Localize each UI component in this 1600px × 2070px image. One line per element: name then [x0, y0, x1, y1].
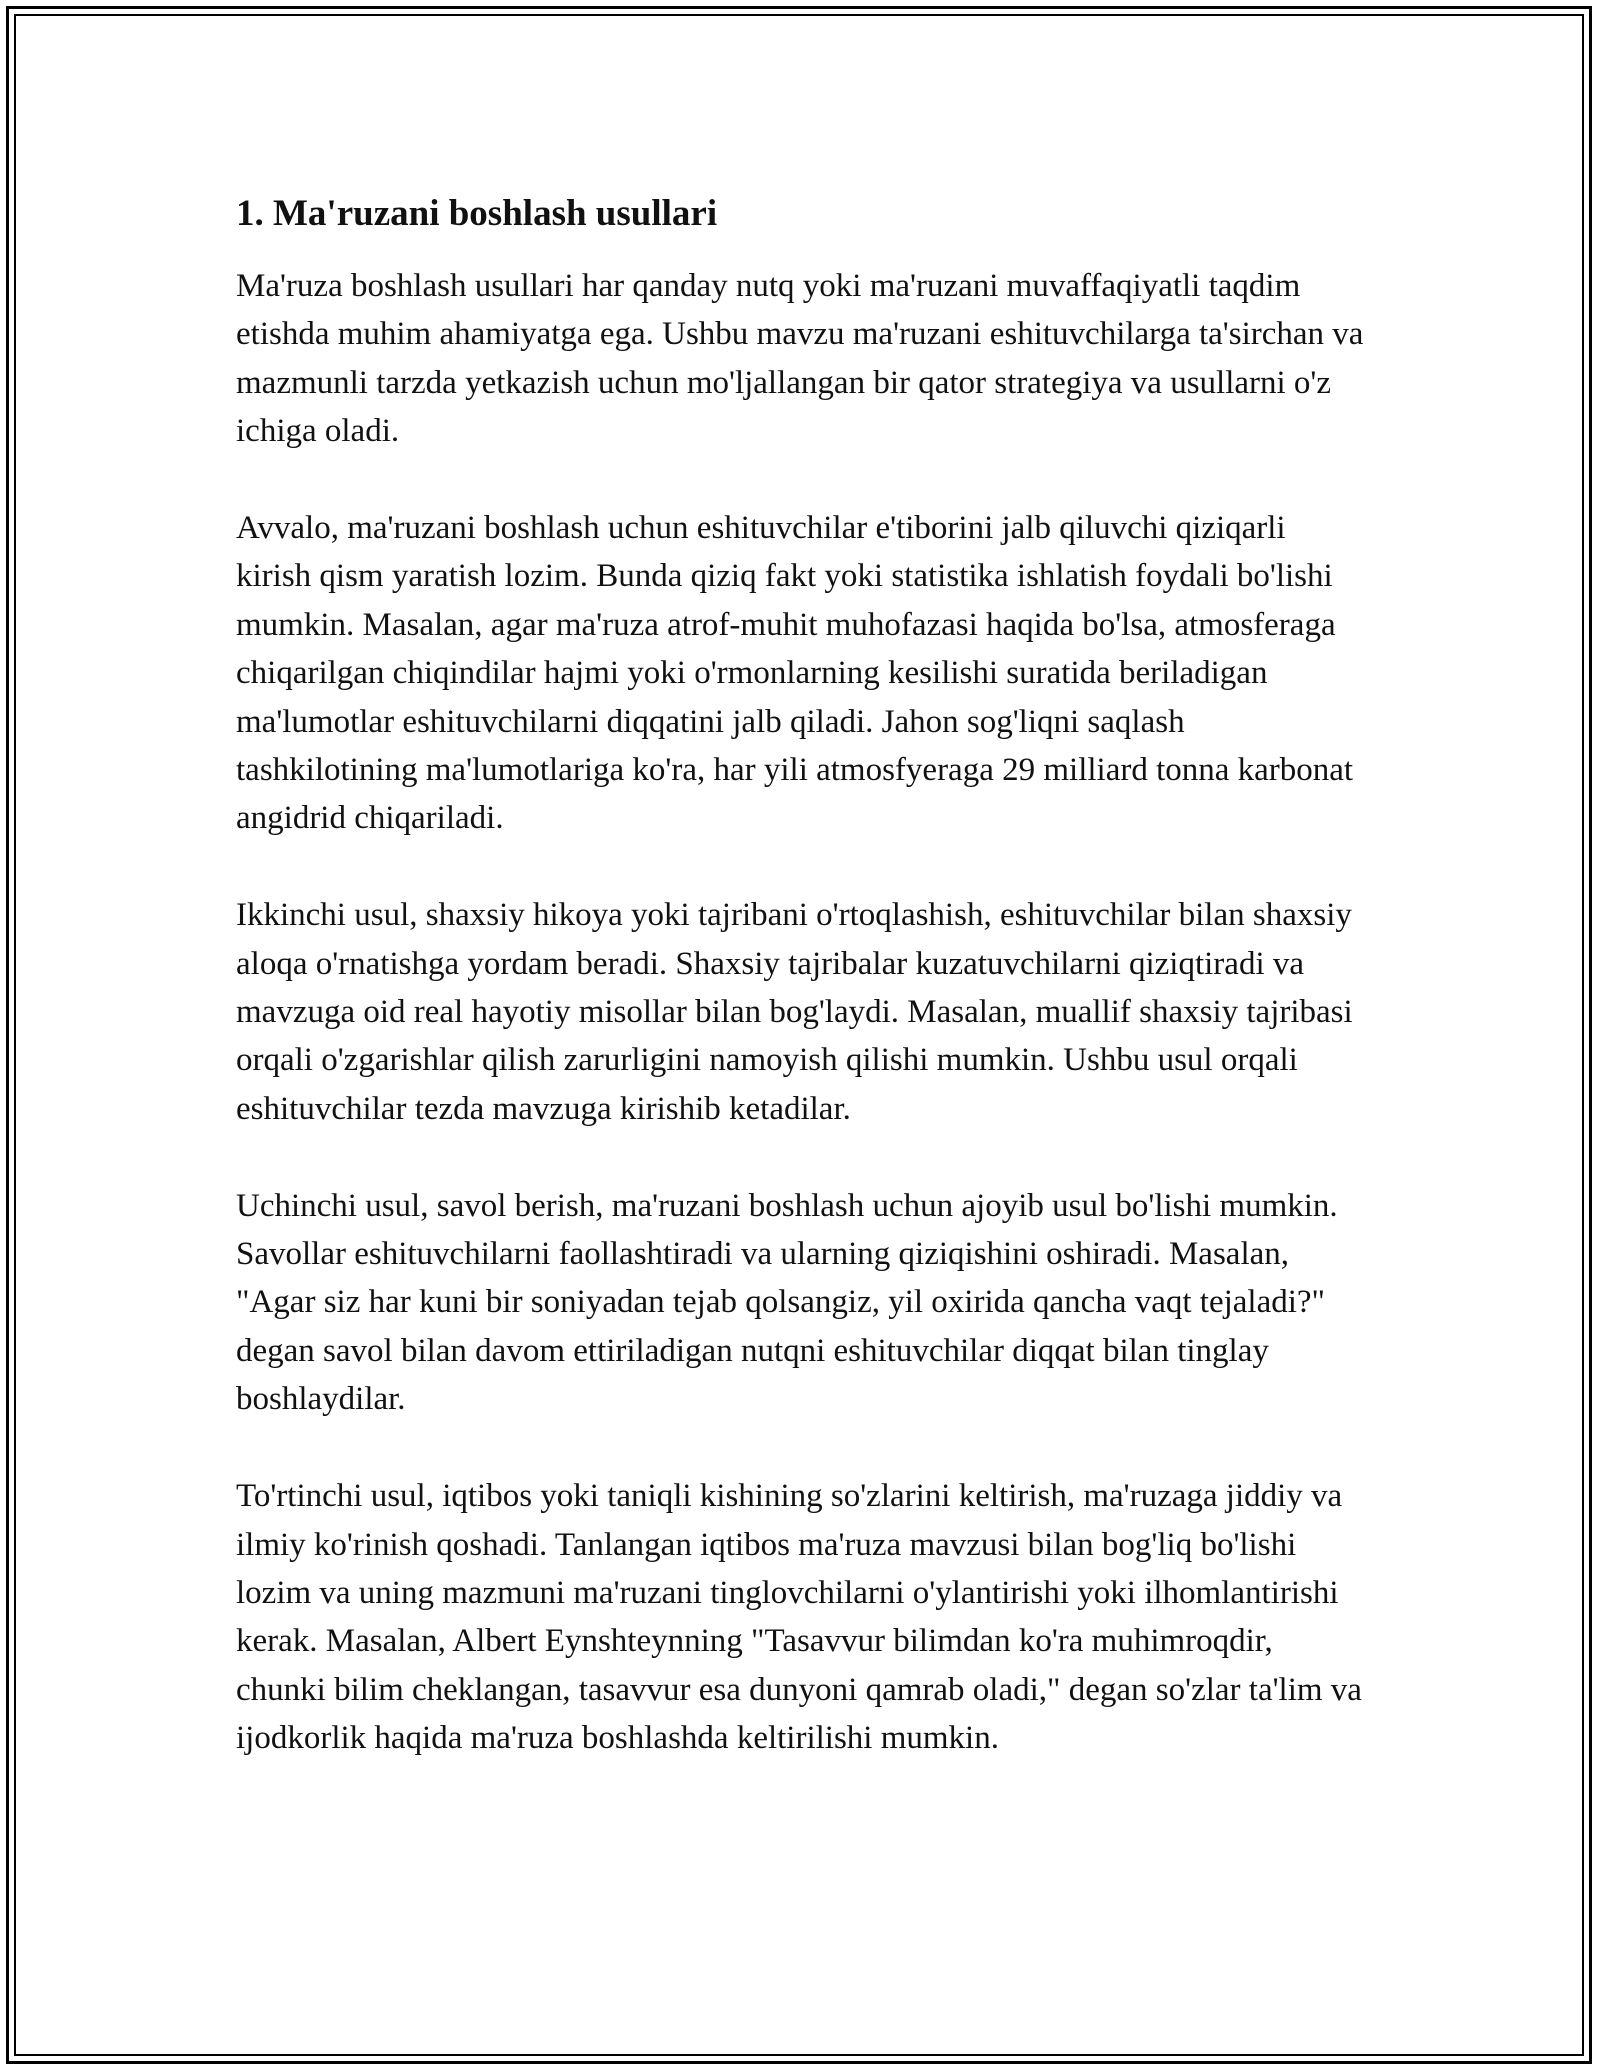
paragraph-first-method: Avvalo, ma'ruzani boshlash uchun eshituvchilar e'tiborini jalb qiluvchi qiziqarli kirish qism yaratish lozim. Bunda qiziq fakt yoki statistika ishlatish foydali bo'lishi mumkin. Masalan, agar ma'ruza atrof-muhit muhofazasi haqida bo'lsa, atmosferaga chiqarilgan chiqindilar hajmi yoki o'rmonlarning kesilishi suratida beriladigan ma'lumotlar eshituvchilarni diqqatini jalb qiladi. Jahon sog'liqni saqlash tashkilotining ma'lumotlariga ko'ra, har yili atmosfyeraga 29 milliard tonna karbonat angidrid chiqariladi. — [236, 510, 1354, 837]
section-heading: 1. Ma'ruzani boshlash usullari — [236, 193, 718, 234]
document-body — [236, 188, 1366, 1811]
paragraph-intro: Ma'ruza boshlash usullari har qanday nutq yoki ma'ruzani muvaffaqiyatli taqdim etishda muhim ahamiyatga ega. Ushbu mavzu ma'ruzani eshituvchilarga ta'sirchan va mazmunli tarzda yetkazish uchun mo'ljallangan bir qator strategiya va usullarni o'z ichiga oladi. — [236, 268, 1364, 450]
paragraph-fourth-method: To'rtinchi usul, iqtibos yoki taniqli kishining so'zlarini keltirish, ma'ruzaga jiddiy va ilmiy ko'rinish qoshadi. Tanlangan iqtibos ma'ruza mavzusi bilan bog'liq bo'lishi lozim va uning mazmuni ma'ruzani tinglovchilarni o'ylantirishi yoki ilhomlantirishi kerak. Masalan, Albert Eynshteynning "Tasavvur bilimdan ko'ra muhimroqdir, chunki bilim cheklangan, tasavvur esa dunyoni qamrab oladi," degan so'zlar ta'lim va ijodkorlik haqida ma'ruza boshlashda keltirilishi mumkin. — [236, 1478, 1362, 1757]
paragraph-third-method: Uchinchi usul, savol berish, ma'ruzani boshlash uchun ajoyib usul bo'lishi mumkin. Savollar eshituvchilarni faollashtiradi va ularning qiziqishini oshiradi. Masalan, "Agar siz har kuni bir soniyadan tejab qolsangiz, yil oxirida qancha vaqt tejaladi?" degan savol bilan davom ettiriladigan nutqni eshituvchilar diqqat bilan tinglay boshlaydilar. — [236, 1187, 1338, 1418]
paragraph-second-method: Ikkinchi usul, shaxsiy hikoya yoki tajribani o'rtoqlashish, eshituvchilar bilan shaxsiy aloqa o'rnatishga yordam beradi. Shaxsiy tajribalar kuzatuvchilarni qiziqtiradi va mavzuga oid real hayotiy misollar bilan bog'laydi. Masalan, muallif shaxsiy tajribasi orqali o'zgarishlar qilish zarurligini namoyish qilishi mumkin. Ushbu usul orqali eshituvchilar tezda mavzuga kirishib ketadilar. — [236, 897, 1353, 1127]
